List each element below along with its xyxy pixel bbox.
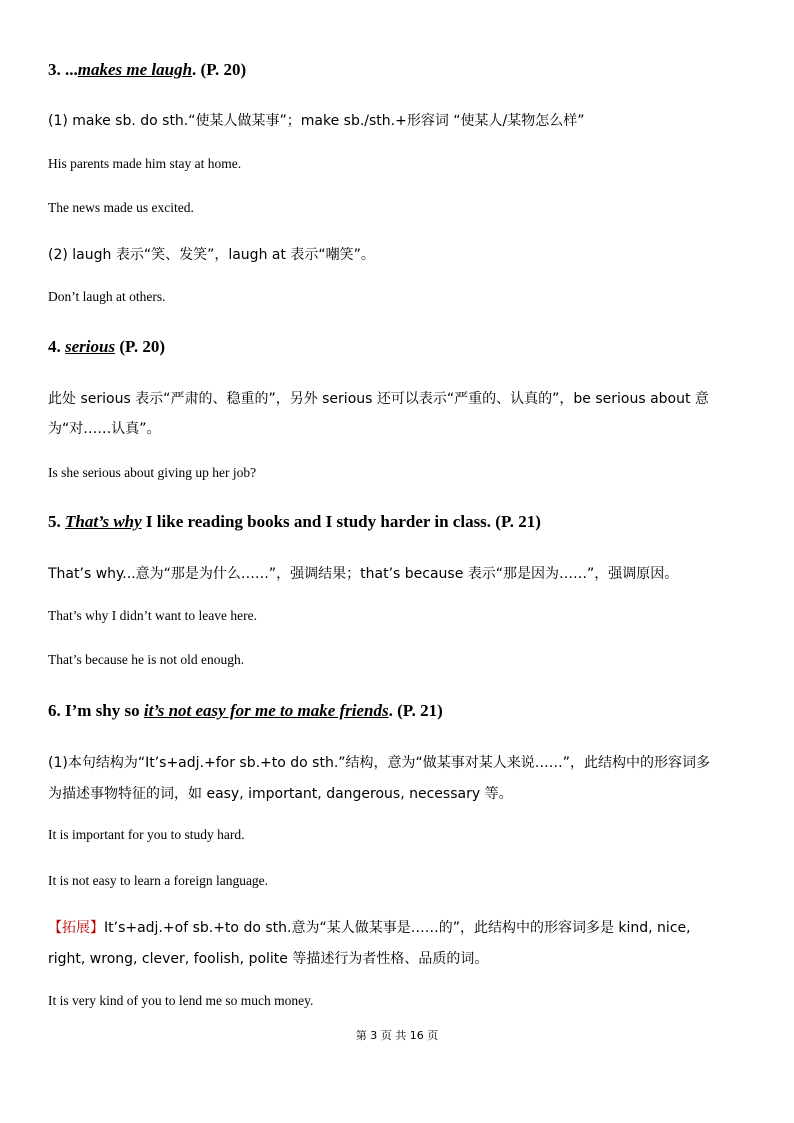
section-5-key-phrase: That’s why (65, 512, 142, 531)
page-footer: 第 3 页 共 16 页 (355, 1029, 439, 1042)
section-5-heading (48, 512, 541, 532)
section-6-key-phrase: it’s not easy for me to make friends (143, 701, 389, 720)
section-6-example-1: It is important for you to study hard. (48, 827, 245, 842)
section-3-point-1: (1) make sb. do sth.“使某人做某事”；make sb./sth.+形容词 “使某人/某物怎么样” (48, 113, 585, 129)
section-3-heading (48, 60, 246, 80)
section-6-example-2: It is not easy to learn a foreign language. (48, 873, 269, 888)
section-5-sentence: I like reading books and I study harder in class. (P. 21) (141, 512, 541, 531)
section-3-example-1: His parents made him stay at home. (48, 156, 242, 171)
section-6-explanation-line-1: (1)本句结构为“It’s+adj.+for sb.+to do sth.”结构，意为“做某事对某人来说……”，此结构中的形容词多 (48, 755, 711, 771)
section-5-example-1: That’s why I didn’t want to leave here. (48, 608, 257, 623)
section-3-point-2: (2) laugh 表示“笑、发笑”，laugh at 表示“嘲笑”。 (48, 247, 375, 263)
section-5-example-2: That’s because he is not old enough. (48, 652, 245, 667)
section-4-example-1: Is she serious about giving up her job? (48, 465, 257, 480)
section-3-page-ref: . (P. 20) (192, 60, 247, 79)
section-4-page-ref: (P. 20) (115, 337, 165, 356)
section-4-key-word: serious (65, 337, 116, 356)
section-6-number: 6. I’m shy so (48, 701, 144, 720)
section-4-explanation-line-2: 为“对……认真”。 (48, 421, 161, 437)
section-6-page-ref: . (P. 21) (388, 701, 443, 720)
section-6-heading (48, 701, 443, 721)
section-6-explanation-line-2: 为描述事物特征的词，如 easy, important, dangerous, necessary 等。 (48, 786, 513, 802)
section-5-explanation: That’s why...意为“那是为什么……”，强调结果；that’s because 表示“那是因为……”，强调原因。 (48, 566, 679, 582)
extension-tag: 【拓展】 (48, 920, 104, 936)
section-5-number: 5. (48, 512, 65, 531)
section-3-key-phrase: makes me laugh (77, 60, 193, 79)
section-6-extension-line-1 (48, 917, 691, 937)
section-3-number: 3. ... (48, 60, 78, 79)
extension-text: It’s+adj.+of sb.+to do sth.意为“某人做某事是……的”，此结构中的形容词多是 kind, nice, (104, 920, 691, 936)
section-3-example-2: The news made us excited. (48, 200, 194, 215)
section-6-extension-line-2: right, wrong, clever, foolish, polite 等描述行为者性格、品质的词。 (48, 951, 489, 967)
section-4-number: 4. (48, 337, 65, 356)
section-4-explanation-line-1: 此处 serious 表示“严肃的、稳重的”，另外 serious 还可以表示“严重的、认真的”，be serious about 意 (48, 391, 709, 407)
section-4-heading (48, 337, 165, 357)
section-3-example-3: Don’t laugh at others. (48, 289, 166, 304)
section-6-example-3: It is very kind of you to lend me so much money. (48, 993, 314, 1008)
